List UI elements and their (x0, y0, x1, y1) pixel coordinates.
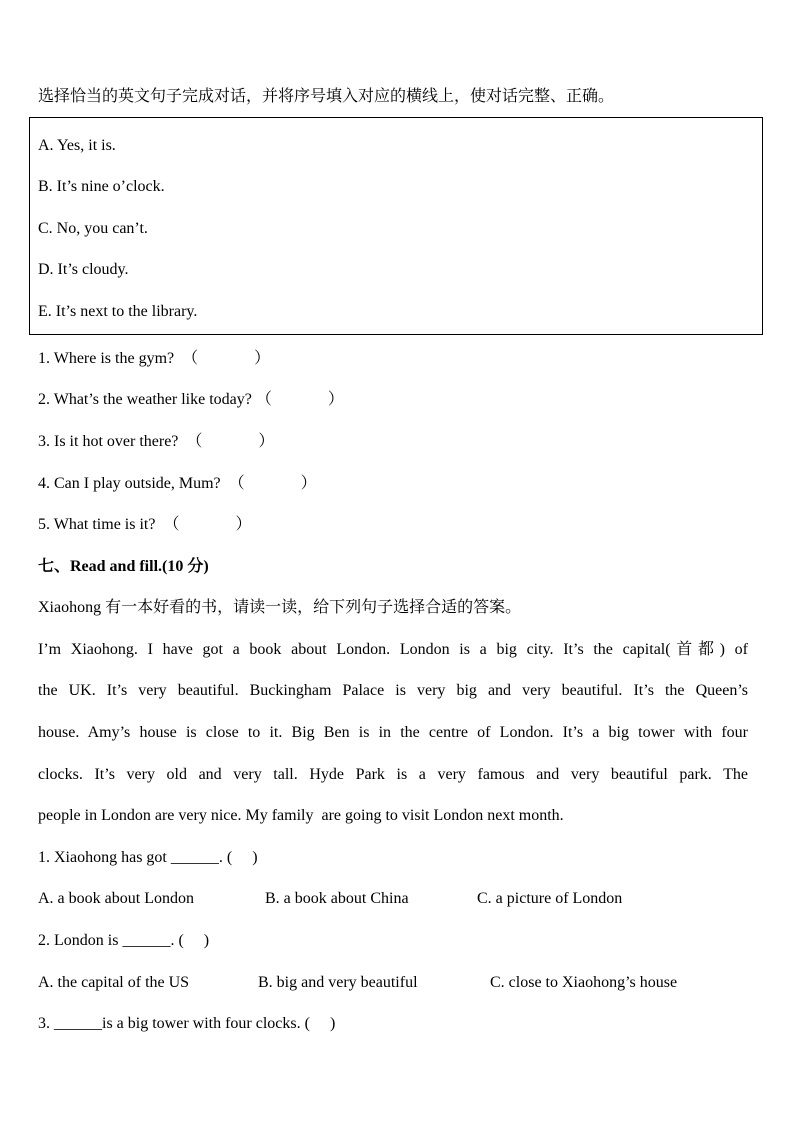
reading-question-1: 1. Xiaohong has got ______. ( ) (38, 849, 258, 866)
question-1: 1. Where is the gym? （ ） (38, 350, 271, 367)
option-d: D. It’s cloudy. (38, 261, 129, 278)
q1-option-c: C. a picture of London (477, 890, 623, 907)
q1-option-a: A. a book about London (38, 890, 194, 907)
q2-option-b: B. big and very beautiful (258, 974, 418, 991)
question-2: 2. What’s the weather like today? （ ） (38, 391, 344, 408)
question-5: 5. What time is it? （ ） (38, 516, 252, 533)
reading-question-1-options (38, 889, 758, 909)
option-e: E. It’s next to the library. (38, 303, 198, 320)
option-b: B. It’s nine o’clock. (38, 178, 165, 195)
section-7-intro: Xiaohong 有一本好看的书，请读一读，给下列句子选择合适的答案。 (38, 599, 522, 616)
q2-option-c: C. close to Xiaohong’s house (490, 974, 678, 991)
option-a: A. Yes, it is. (38, 137, 116, 154)
q1-option-b: B. a book about China (265, 890, 409, 907)
reading-question-3: 3. ______is a big tower with four clocks. ( ) (38, 1015, 336, 1032)
question-4: 4. Can I play outside, Mum? （ ） (38, 475, 317, 492)
option-c: C. No, you can’t. (38, 220, 148, 237)
passage-line-3: house. Amy’s house is close to it. Big Ben is in the centre of London. It’s a big tower with four (38, 724, 748, 741)
passage-line-4: clocks. It’s very old and very tall. Hyde Park is a very famous and very beautiful park. The (38, 766, 748, 783)
section-7-title: 七、Read and fill.(10 分) (38, 558, 209, 575)
reading-question-2-options (38, 973, 758, 993)
instruction: 选择恰当的英文句子完成对话，并将序号填入对应的横线上，使对话完整、正确。 (38, 88, 615, 105)
passage-line-1: I’m Xiaohong. I have got a book about London. London is a big city. It’s the capital(首都) of (38, 641, 748, 658)
q2-option-a: A. the capital of the US (38, 974, 190, 991)
question-3: 3. Is it hot over there? （ ） (38, 433, 275, 450)
passage-line-2: the UK. It’s very beautiful. Buckingham Palace is very big and very beautiful. It’s the Queen’s (38, 682, 748, 699)
options-box (29, 117, 763, 335)
reading-question-2: 2. London is ______. ( ) (38, 932, 210, 949)
passage-line-5: people in London are very nice. My family are going to visit London next month. (38, 807, 564, 824)
